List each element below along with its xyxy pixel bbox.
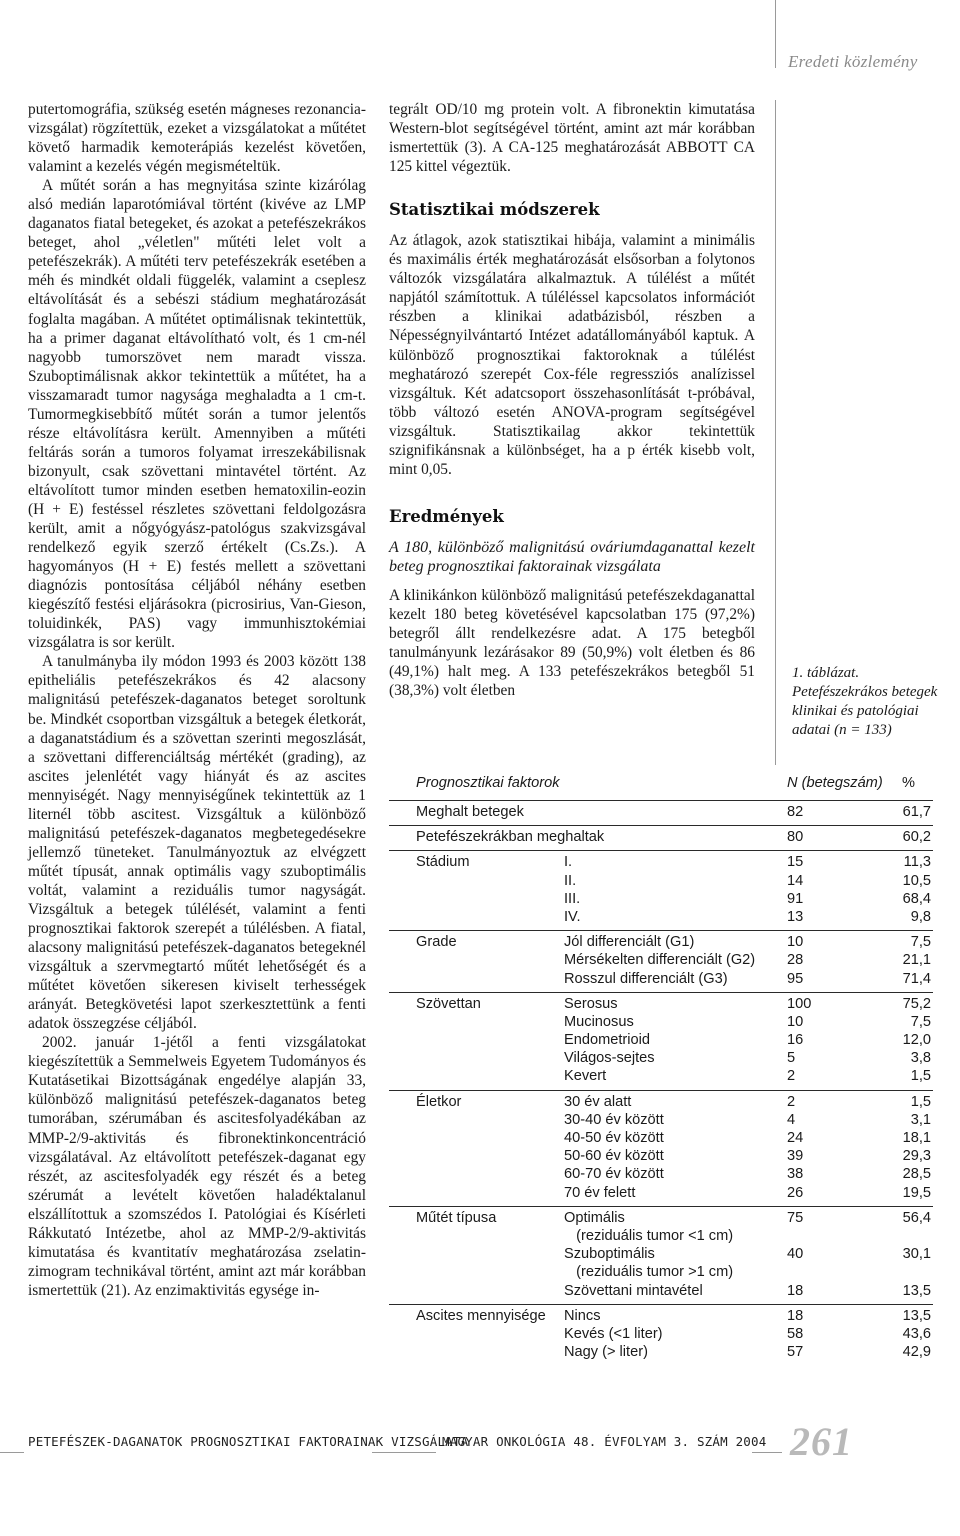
cell-pct: 61,7: [902, 804, 931, 820]
cell-pct: 3,1: [910, 1111, 931, 1128]
table-row: [389, 1032, 933, 1050]
table-caption-label: 1. táblázat.: [792, 665, 860, 681]
cell-pct: 13,5: [902, 1282, 931, 1299]
cell-pct: 3,8: [910, 1050, 931, 1067]
cell-factor: Szövettan: [416, 995, 481, 1012]
cell-category: (reziduális tumor >1 cm): [564, 1264, 734, 1281]
table-row: [389, 1283, 933, 1301]
paragraph: A tanulmányba ily módon 1993 és 2003 között 138 epitheliális petefészekrákos és 42 alacsony malignitású petefészek-daganatos beteget soroltunk be. Mindkét csoportban vizsgáltuk a betegek életkorát, a daganatstádium és a szövettan szerinti megoszlását, a szövettani differenciáltság mértékét (grading), az ascites jelenlétét vagy hiányát és az ascites mennyiségét. Nagy mennyiségűnek tekintettük az 1 liternél több ascitest. Vizsgáltuk a különböző malignitású petefészek-daganatos megbetegedésekre jellemző tüneteket. Tanulmányoztuk az elvégzett műtét típusát, annak optimális vagy szuboptimális voltát, valamint a reziduális tumor nagyságát. Vizsgáltuk a betegek túlélését, valamint a fenti prognosztikai faktorok szerepét a túlélésben. A fiatal, alacsony malignitású petefészek-daganatos betegeknél vizsgáltuk a szervmegtartó műtét lehetőségét és a műtétet követően sikeresen kiviselt terhességek arányát. Betegkövetési lapot szerkesztettünk a fenti adatok összegzése céljából.: [28, 653, 366, 1033]
cell-pct: 18,1: [902, 1130, 931, 1146]
cell-n: 39: [787, 1148, 804, 1165]
cell-pct: 1,5: [910, 1068, 931, 1085]
page-number: 261: [790, 1419, 853, 1464]
cell-category: Optimális: [564, 1209, 625, 1226]
cell-factor: Életkor: [416, 1093, 462, 1110]
cell-category: Mucinosus: [564, 1013, 634, 1030]
cell-category: Kevert: [564, 1068, 607, 1085]
cell-n: 18: [787, 1282, 804, 1299]
cell-category: 50-60 év között: [564, 1148, 664, 1165]
cell-category: 70 év felett: [564, 1184, 636, 1201]
cell-pct: 1,5: [910, 1093, 931, 1110]
running-header: Eredeti közlemény: [788, 52, 918, 71]
cell-n: 82: [787, 804, 804, 820]
cell-n: 80: [787, 829, 804, 846]
table-row: [389, 1112, 933, 1130]
cell-category: Rosszul differenciált (G3): [564, 970, 728, 987]
cell-n: 58: [787, 1325, 804, 1342]
cell-pct: 56,4: [902, 1209, 931, 1226]
cell-n: 4: [787, 1111, 796, 1128]
cell-category: Serosus: [564, 995, 618, 1012]
table-row: [389, 1068, 933, 1086]
table-row: [389, 854, 933, 872]
cell-n: 40: [787, 1246, 804, 1263]
cell-pct: 30,1: [902, 1246, 931, 1263]
table-row: [389, 1130, 933, 1148]
table-row: [389, 829, 933, 847]
cell-pct: 11,3: [903, 854, 931, 871]
header-divider-line: [775, 0, 776, 68]
paragraph: 2002. január 1-jétől a fenti vizsgálatokat kiegészítettük a Semmelweis Egyetem Tudományos és Kutatásetikai Bizottságának engedélye alapján 33, különböző malignitású petefészek-daganatos beteg tumorában, szérumában és ascitesfolyadékában az MMP-2/9-aktivitás és fibronektinkoncentráció vizsgálatával. Az eltávolított petefészek-daganat egy részét, az ascitesfolyadék egy részét és a beteg szérumát a levételt követően haladéktalanul elszállítottuk a szomszédos I. Patológiai és Kísérleti Rákkutató Intézetbe, ahol az MMP-2/9-aktivitás kimutatása és kvantitatív meghatározása zselatin-zimogram technikával történt, amint azt már korábban ismertettük (21). Az enzimaktivitás egysége in-: [28, 1034, 366, 1299]
table-row: [389, 1326, 933, 1344]
cell-category: 40-50 év között: [564, 1130, 664, 1146]
footer-rule-right: [752, 1452, 782, 1453]
cell-factor: Meghalt betegek: [416, 804, 524, 820]
table-caption-text: Petefészekrákos betegek klinikai és patológiai adatai (n = 133): [792, 684, 938, 738]
table-row: [389, 1148, 933, 1166]
cell-pct: 10,5: [902, 872, 931, 889]
cell-n: 2: [787, 1068, 796, 1085]
cell-factor: Stádium: [416, 854, 470, 871]
cell-n: 91: [787, 890, 804, 907]
table-row: [389, 1094, 933, 1112]
paragraph: A klinikánkon különböző malignitású petefészekdaganattal kezelt 180 beteg követésével kapcsolatban 175 (97,2%) betegről állt rendelkezésre adat. A 175 betegből tanulmányunk lezárásakor 89 (50,9%) volt életben és 86 (49,1%) halt meg. A 133 petefészekrákos betegből 51 (38,3%) volt életben: [389, 586, 755, 700]
cell-category: Mérsékelten differenciált (G2): [564, 952, 756, 969]
cell-pct: 42,9: [902, 1344, 931, 1361]
table-row: [389, 1185, 933, 1203]
cell-category: I.: [564, 854, 573, 871]
table-row: [389, 873, 933, 891]
footer-journal: MAGYAR ONKOLÓGIA 48. ÉVFOLYAM 3. SZÁM 2004: [442, 1434, 767, 1449]
cell-category: Nagy (> liter): [564, 1344, 648, 1361]
cell-factor: Petefészekrákban meghaltak: [416, 829, 605, 846]
cell-category: 30 év alatt: [564, 1093, 632, 1110]
cell-n: 28: [787, 952, 804, 969]
table-row: [389, 891, 933, 909]
cell-pct: 28,5: [902, 1166, 931, 1183]
cell-category: Endometrioid: [564, 1032, 650, 1049]
cell-pct: 7,5: [910, 1013, 931, 1030]
left-column: [28, 100, 366, 1300]
cell-factor: Grade: [416, 934, 457, 951]
cell-n: 14: [787, 872, 804, 889]
table-row-group: [389, 801, 933, 826]
right-column: [389, 100, 755, 700]
table-row-group: [389, 993, 933, 1091]
table-row-group: [389, 851, 933, 931]
cell-category: Szövettani mintavétel: [564, 1282, 703, 1299]
caption-divider-line: [775, 100, 776, 765]
table-row: [389, 996, 933, 1014]
cell-category: II.: [564, 872, 577, 889]
cell-n: 57: [787, 1344, 804, 1361]
footer-article-title: PETEFÉSZEK-DAGANATOK PROGNOSZTIKAI FAKTORAINAK VIZSGÁLATA: [28, 1434, 469, 1449]
cell-n: 5: [787, 1050, 796, 1067]
header-factor: Prognosztikai faktorok: [416, 775, 560, 791]
table-row: [389, 1308, 933, 1326]
table-row: [389, 1166, 933, 1184]
header-pct: %: [902, 775, 915, 791]
cell-category: Nincs: [564, 1307, 601, 1324]
table-row: [389, 1210, 933, 1228]
cell-category: Szuboptimális: [564, 1246, 655, 1263]
cell-n: 10: [787, 1013, 804, 1030]
paragraph: Az átlagok, azok statisztikai hibája, valamint a minimális és maximális érték meghatározását elsősorban a folytonos változók vizsgálatára alkalmaztuk. A túlélést a műtét napjától számítottuk. A túléléssel kapcsolatos információt részben a klinikai adatbázisból, részben a Népességnyilvántartó Intézet adatállományából kaptuk. A különböző prognosztikai faktoroknak a túlélést meghatározó szerepét Cox-féle regressziós analízissel vizsgáltuk. Két adatcsoport összehasonlítását t-próbával, több változó esetén ANOVA-program segítségével vizsgáltuk. Statisztikailag akkor tekintettük szignifikánsnak a különbséget, ha a p érték kisebb volt, mint 0,05.: [389, 232, 755, 478]
cell-pct: 12,0: [902, 1032, 931, 1049]
section-heading-results: Eredmények: [389, 506, 504, 526]
cell-pct: 19,5: [902, 1184, 931, 1201]
table-row-group: [389, 1207, 933, 1305]
table-row: [389, 934, 933, 952]
cell-n: 2: [787, 1093, 796, 1110]
cell-factor: Műtét típusa: [416, 1209, 497, 1226]
cell-factor: Ascites mennyisége: [416, 1307, 546, 1324]
cell-category: 30-40 év között: [564, 1111, 664, 1128]
cell-category: Kevés (<1 liter): [564, 1325, 663, 1342]
cell-pct: 43,6: [902, 1325, 931, 1342]
cell-pct: 29,3: [902, 1148, 931, 1165]
table-row: [389, 909, 933, 927]
table-row: [389, 804, 933, 822]
cell-n: 15: [787, 854, 804, 871]
cell-pct: 13,5: [902, 1307, 931, 1324]
cell-n: 18: [787, 1307, 804, 1324]
table-row: [389, 1344, 933, 1362]
table-row: [389, 1228, 933, 1246]
cell-n: 10: [787, 934, 804, 951]
cell-pct: 68,4: [902, 890, 931, 907]
table-row: [389, 1050, 933, 1068]
cell-pct: 9,8: [910, 908, 931, 925]
table-row-group: [389, 826, 933, 851]
cell-category: Jól differenciált (G1): [564, 934, 695, 951]
table-caption: [792, 664, 952, 740]
table-header-row: [389, 770, 933, 801]
cell-n: 95: [787, 970, 804, 987]
cell-category: IV.: [564, 908, 581, 925]
results-subheading: A 180, különböző malignitású ováriumdaganattal kezelt beteg prognosztikai faktorainak vizsgálata: [389, 538, 755, 575]
cell-pct: 75,2: [902, 995, 931, 1012]
table-body: [389, 801, 933, 1365]
section-heading-statistics: Statisztikai módszerek: [389, 200, 600, 220]
cell-n: 13: [787, 908, 804, 925]
table-row-group: [389, 931, 933, 993]
cell-category: III.: [564, 890, 581, 907]
cell-n: 24: [787, 1130, 804, 1146]
cell-n: 100: [787, 995, 812, 1012]
cell-n: 38: [787, 1166, 804, 1183]
table-row: [389, 971, 933, 989]
cell-category: (reziduális tumor <1 cm): [564, 1227, 734, 1244]
cell-pct: 7,5: [910, 934, 931, 951]
cell-category: Világos-sejtes: [564, 1050, 655, 1067]
data-table: [389, 770, 933, 1365]
cell-pct: 71,4: [902, 970, 931, 987]
table-row-group: [389, 1091, 933, 1207]
header-n: N (betegszám): [787, 775, 883, 791]
table-row: [389, 1264, 933, 1282]
footer-rule-middle: [372, 1452, 436, 1453]
paragraph: putertomográfia, szükség esetén mágneses rezonancia-vizsgálat) rögzítettük, ezeket a vizsgálatokat a műtétet követő harmadik kemoterápiás kezelést követően, valamint a kezelés végén megismételtük.: [28, 101, 366, 176]
cell-n: 16: [787, 1032, 804, 1049]
cell-pct: 60,2: [902, 829, 931, 846]
paragraph: A műtét során a has megnyitása szinte kizárólag alsó medián laparotómiával történt (kivéve az LMP daganatos fiatal betegeket, és azokat a petefészekrákos beteget, ahol „véletlen" műtéti lelet volt a petefészekrák). A műtéti terv petefészekrák esetében a méh és mindkét oldali függelék, valamint a cseplesz eltávolítását és a sebészi stádium meghatározását foglalta magában. A műtétet optimálisnak tekintettük, ha a primer daganat eltávolítható volt, és 1 cm-nél nagyobb tumorszövet nem maradt vissza. Szuboptimálisnak akkor tekintettük a műtétet, ha a visszamaradt tumor nagysága meghaladta a 1 cm-t. Tumormegkisebbítő műtét során a tumor jelentős része eltávolításra került. Amennyiben a műtéti feltárás során a tumoros folyamat irreszekábilisnak bizonyult, csak szövettani mintavétel történt. Az eltávolított tumor minden esetben hematoxilin-eozin (H + E) festéssel részletes szövettani feldolgozásra került, amit a nőgyógyász-patológus szakvizsgával rendelkező egyik szerző értékelt (Cs.Zs.). A hagyományos (H + E) festés mellett a szövettani diagnózis pontosítása céljából néhány esetben kiegészítő festési eljárásokra (picrosirius, Van-Gieson, toluidinkék, PAS) vagy immunhisztokémiai vizsgálatra is sor került.: [28, 177, 366, 652]
table-row: [389, 1246, 933, 1264]
table-row: [389, 952, 933, 970]
cell-n: 75: [787, 1209, 804, 1226]
paragraph: tegrált OD/10 mg protein volt. A fibronektin kimutatása Western-blot segítségével történt, amint azt már korábban ismertettük (3). A CA-125 meghatározását ABBOTT CA 125 kittel végeztük.: [389, 101, 755, 176]
footer-rule-left: [0, 1452, 24, 1453]
cell-n: 26: [787, 1184, 804, 1201]
table-row: [389, 1014, 933, 1032]
cell-pct: 21,1: [902, 952, 931, 969]
table-row-group: [389, 1305, 933, 1366]
cell-category: 60-70 év között: [564, 1166, 664, 1183]
